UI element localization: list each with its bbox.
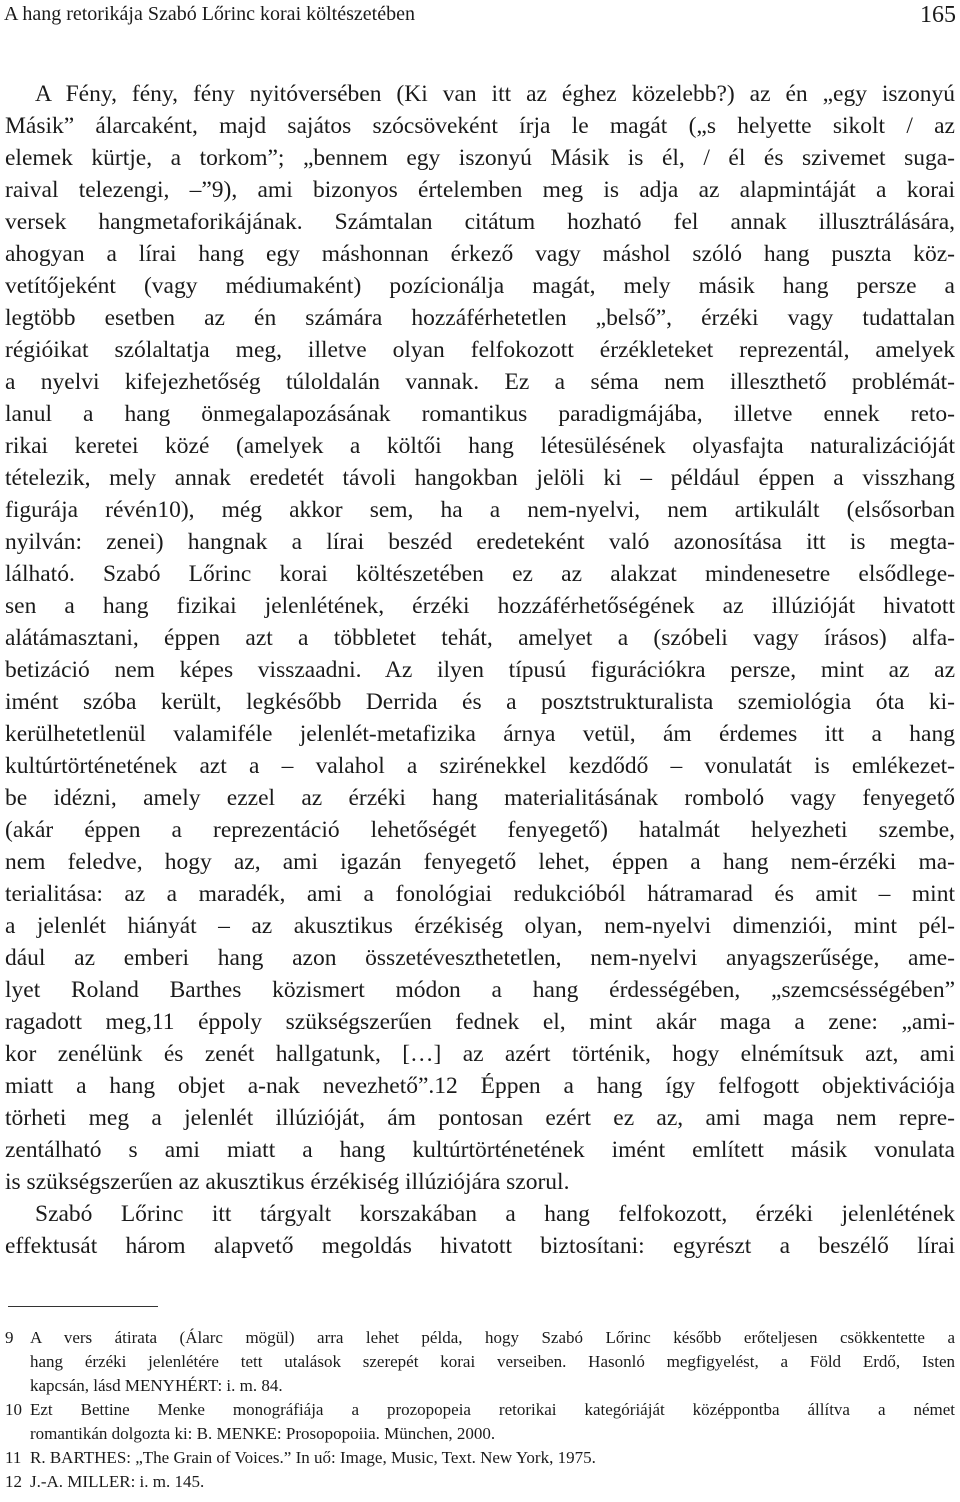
text-line: sen a hang fizikai jelenlétének, érzéki hozzáférhetőségének az illúzióját hivatott (5, 593, 955, 619)
text-line: törheti meg a jelenlét illúzióját, ám pontosan ezért ez az, ami maga nem repre- (5, 1105, 955, 1131)
text-line: versek hangmetaforikájának. Számtalan citátum hozható fel annak illusztrálására, (5, 209, 955, 235)
footnote-line (5, 1422, 955, 1446)
text-line: elemek kürtje, a torkom”; „bennem egy iszonyú Másik is él, / él és szivemet suga- (5, 145, 955, 171)
body-text (5, 78, 955, 1262)
text-line: betizáció nem képes visszaadni. Az ilyen típusú figurációkra persze, mint az az (5, 657, 955, 683)
text-line: imént szóba került, legkésőbb Derrida és a posztstrukturalista szemiológia óta ki- (5, 689, 955, 715)
footnote-line (5, 1398, 955, 1422)
footnote-text: kapcsán, lásd MENYHÉRT: i. m. 84. (30, 1376, 283, 1395)
text-line: vetítőjeként (vagy médiumaként) pozícionálja magát, mely másik hang persze a (5, 273, 955, 299)
footnote-text: Ezt Bettine Menke monográfiája a prozopopeia retorikai kategóriáját középpontba állítva a német (30, 1400, 955, 1419)
text-line: lanul a hang önmegalapozásának romantikus paradigmájába, illetve ennek reto- (5, 401, 955, 427)
text-line: is szükségszerűen az akusztikus érzékiség illúziójára szorul. (5, 1169, 570, 1195)
footnote-text: romantikán dolgozta ki: B. MENKE: Prosopopoiia. München, 2000. (30, 1424, 496, 1443)
text-line: kerülhetetlenül valamiféle jelenlét-metafizika árnya vetül, ám érdemes itt a hang (5, 721, 955, 747)
running-title: A hang retorikája Szabó Lőrinc korai költészetében (4, 3, 415, 25)
text-line: Másik” álarcaként, majd sajátos szócsöveként írja le magát („s helyette sikolt / az (5, 113, 955, 139)
footnote-text: R. BARTHES: „The Grain of Voices.” In uő: Image, Music, Text. New York, 1975. (30, 1448, 596, 1467)
text-line: ragadott meg,11 éppoly szükségszerűen fednek el, mint akár maga a zene: „ami- (5, 1009, 955, 1035)
text-line: figurája révén10), még akkor sem, ha a nem-nyelvi, nem artikulált (elsősorban (5, 497, 955, 523)
text-line: dául az emberi hang azon összetéveszthetetlen, nem-nyelvi anyagszerűsége, ame- (5, 945, 955, 971)
text-line: effektusát három alapvető megoldás hivatott biztosítani: egyrészt a beszélő lírai (5, 1233, 955, 1259)
page-number: 165 (920, 2, 956, 28)
text-line: lyet Roland Barthes közismert módon a hang érdességében, „szemcsésségében” (5, 977, 955, 1003)
text-line: kultúrtörténetének azt a – valahol a szirénekkel kezdődő – vonulatát is emlékezet- (5, 753, 955, 779)
footnote-text: J.-A. MILLER: i. m. 145. (30, 1472, 205, 1491)
footnote-number: 12 (5, 1472, 22, 1491)
footnote-line (5, 1470, 955, 1494)
footnote-number: 9 (5, 1328, 14, 1347)
text-line: a jelenlét hiányát – az akusztikus érzékiség olyan, nem-nyelvi dimenziói, mint pél- (5, 913, 955, 939)
text-line: be idézni, amely ezzel az érzéki hang materialitásának romboló vagy fenyegető (5, 785, 955, 811)
footnote-line (5, 1374, 955, 1398)
text-line: nyilván: zenei) hangnak a lírai beszéd eredeteként való azonosítása itt is megta- (5, 529, 955, 555)
text-line: kor zenélünk és zenét hallgatunk, […] az azért történik, hogy elnémítsuk azt, ami (5, 1041, 955, 1067)
footnotes (5, 1326, 955, 1494)
footnote-number: 11 (5, 1448, 22, 1467)
text-line: legtöbb esetben az én számára hozzáférhetetlen „belső”, érzéki vagy tudattalan (5, 305, 955, 331)
running-header (4, 0, 956, 34)
footnote-line (5, 1326, 955, 1350)
text-line: ahogyan a lírai hang egy máshonnan érkező vagy máshol szóló hang puszta köz- (5, 241, 955, 267)
text-line: tételezik, mely annak eredetét távoli hangokban jelöli ki – például éppen a visszhang (5, 465, 955, 491)
text-line: miatt a hang objet a-nak nevezhető”.12 Éppen a hang így felfogott objektivációja (5, 1073, 955, 1099)
footnote-line (5, 1446, 955, 1470)
text-line: régióikat szólaltatja meg, illetve olyan felfokozott érzékleteket reprezentál, amelyek (5, 337, 955, 363)
text-line: nem feledve, hogy az, ami igazán fenyegető lehet, éppen a hang nem-érzéki ma- (5, 849, 955, 875)
footnote-text: A vers átirata (Álarc mögül) arra lehet példa, hogy Szabó Lőrinc később erőteljesen csökkentette a (30, 1328, 955, 1347)
text-line: raival telezengi, –”9), ami bizonyos értelemben meg is adja az alapmintáját a korai (5, 177, 955, 203)
text-line: (akár éppen a reprezentáció lehetőségét fenyegető) hatalmát helyezheti szembe, (5, 817, 955, 843)
text-line: terialitása: az a maradék, ami a fonológiai redukcióból hátramarad és amit – mint (5, 881, 955, 907)
text-line: zentálható s ami miatt a hang kultúrtörténetének imént említett másik vonulata (5, 1137, 955, 1163)
text-line: A Fény, fény, fény nyitóversében (Ki van itt az éghez közelebb?) az én „egy iszonyú (35, 81, 955, 107)
footnote-line (5, 1350, 955, 1374)
text-line: Szabó Lőrinc itt tárgyalt korszakában a hang felfokozott, érzéki jelenlétének (35, 1201, 955, 1227)
text-line: alátámasztani, éppen azt a többletet tehát, amelyet a (szóbeli vagy írásos) alfa- (5, 625, 955, 651)
text-line: a nyelvi kifejezhetőség túloldalán vannak. Ez a séma nem illeszthető problémát- (5, 369, 955, 395)
footnote-divider (8, 1306, 158, 1307)
footnote-number: 10 (5, 1400, 22, 1419)
footnote-text: hang érzéki jelenlétére tett utalások szerepét korai verseiben. Hasonló megfigyelést, a Föld Erdő, Isten (30, 1352, 955, 1371)
text-line: rikai keretei közé (amelyek a költői hang létesülésének olyasfajta naturalizációját (5, 433, 955, 459)
text-line: lálható. Szabó Lőrinc korai költészetében ez az alakzat mindenesetre elsődlege- (5, 561, 955, 587)
